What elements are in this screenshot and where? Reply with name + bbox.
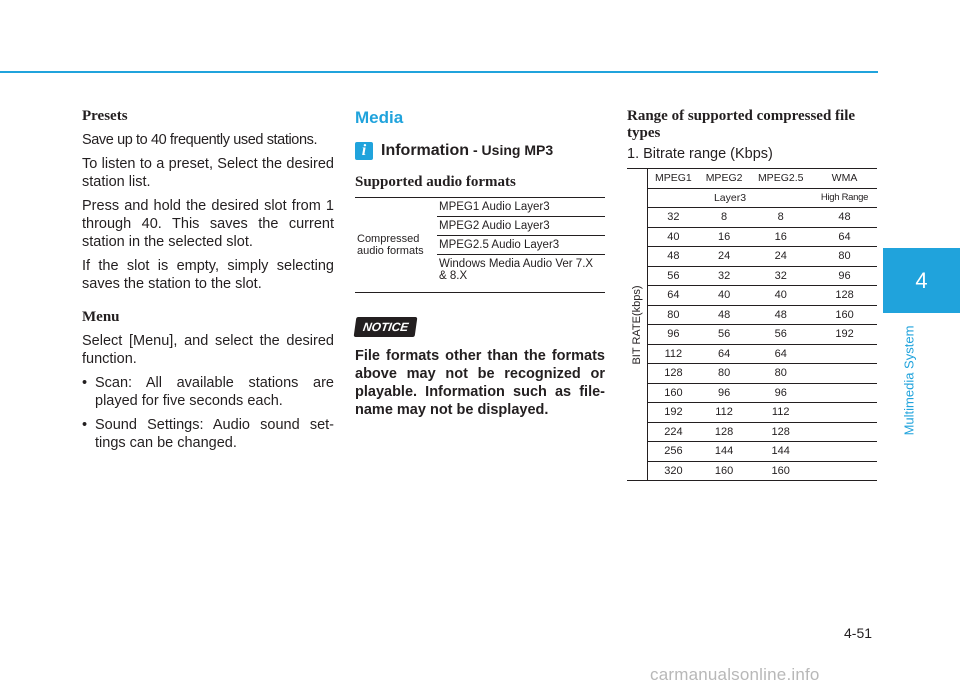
chapter-title-text: Multimedia System bbox=[901, 325, 917, 435]
table-cell bbox=[812, 403, 877, 423]
table-row bbox=[627, 403, 877, 423]
table-cell: 128 bbox=[648, 364, 699, 384]
table-row bbox=[627, 227, 877, 247]
media-heading: Media bbox=[355, 108, 404, 127]
table-cell: 40 bbox=[699, 286, 750, 306]
table-cell: 192 bbox=[648, 403, 699, 423]
table-row bbox=[627, 247, 877, 267]
range-heading: Range of supported compressed file types bbox=[627, 108, 856, 141]
table-cell: 320 bbox=[648, 461, 699, 481]
table-cell: 56 bbox=[648, 266, 699, 286]
list-item: • Sound Settings: Audio sound set-tings can be changed. bbox=[82, 417, 334, 451]
table-row bbox=[627, 208, 877, 228]
table-cell: 80 bbox=[812, 247, 877, 267]
information-title: Information bbox=[381, 142, 469, 159]
page-number: 4-51 bbox=[844, 625, 873, 641]
table-cell: 160 bbox=[648, 383, 699, 403]
top-rule bbox=[0, 71, 878, 73]
notice-badge: NOTICE bbox=[354, 317, 418, 337]
format-item: MPEG2 Audio Layer3 bbox=[437, 217, 605, 236]
table-cell: 224 bbox=[648, 422, 699, 442]
table-cell: 96 bbox=[812, 266, 877, 286]
table-subheader-row bbox=[627, 188, 877, 208]
table-cell: 112 bbox=[699, 403, 750, 423]
column-header: MPEG1 bbox=[648, 169, 699, 189]
table-row bbox=[627, 383, 877, 403]
bitrate-table bbox=[627, 168, 877, 481]
table-cell bbox=[812, 364, 877, 384]
table-cell: 128 bbox=[812, 286, 877, 306]
table-row bbox=[627, 344, 877, 364]
table-cell: 80 bbox=[749, 364, 812, 384]
table-cell: 80 bbox=[699, 364, 750, 384]
table-cell: 32 bbox=[648, 208, 699, 228]
column-header: WMA bbox=[812, 169, 877, 189]
table-cell: 160 bbox=[812, 305, 877, 325]
table-row bbox=[627, 325, 877, 345]
table-cell: 40 bbox=[648, 227, 699, 247]
presets-paragraph-4: If the slot is empty, simply selecting saves the station to the slot. bbox=[82, 258, 334, 292]
table-row bbox=[627, 442, 877, 462]
bitrate-side-label: BIT RATE(kbps) bbox=[631, 284, 643, 365]
presets-heading: Presets bbox=[82, 108, 128, 124]
table-cell bbox=[812, 461, 877, 481]
presets-paragraph-3: Press and hold the desired slot from 1 through 40. This saves the current station in the selected slot. bbox=[82, 198, 334, 250]
presets-paragraph-1: Save up to 40 frequently used stations. bbox=[82, 132, 318, 148]
table-cell: 24 bbox=[749, 247, 812, 267]
table-cell: 8 bbox=[749, 208, 812, 228]
table-row bbox=[627, 286, 877, 306]
table-cell: 128 bbox=[749, 422, 812, 442]
table-cell: 160 bbox=[749, 461, 812, 481]
table-cell: 32 bbox=[699, 266, 750, 286]
table-cell: 32 bbox=[749, 266, 812, 286]
table-cell: 80 bbox=[648, 305, 699, 325]
table-cell: 144 bbox=[699, 442, 750, 462]
table-cell: 64 bbox=[648, 286, 699, 306]
watermark: carmanualsonline.info bbox=[650, 665, 820, 684]
format-item: MPEG2.5 Audio Layer3 bbox=[437, 236, 605, 255]
table-cell: 96 bbox=[648, 325, 699, 345]
table-cell: 48 bbox=[749, 305, 812, 325]
column-header: MPEG2.5 bbox=[749, 169, 812, 189]
table-cell: 24 bbox=[699, 247, 750, 267]
information-icon: i bbox=[355, 142, 373, 160]
column-media bbox=[355, 108, 605, 419]
menu-bullet-list bbox=[82, 374, 334, 452]
table-cell: 160 bbox=[699, 461, 750, 481]
table-cell bbox=[812, 383, 877, 403]
table-cell: 64 bbox=[749, 344, 812, 364]
presets-paragraph-2: To listen to a preset, Select the desired station list. bbox=[82, 156, 334, 190]
table-cell: 128 bbox=[699, 422, 750, 442]
chapter-title bbox=[897, 316, 921, 444]
formats-label: Compressed audio formats bbox=[355, 198, 437, 293]
table-cell: 112 bbox=[648, 344, 699, 364]
bitrate-side-label-cell bbox=[627, 169, 648, 481]
table-cell: 64 bbox=[812, 227, 877, 247]
notice-text: File formats other than the formats above may not be recognized or playable. Information such as file-name may not be displayed. bbox=[355, 348, 605, 418]
table-cell bbox=[812, 442, 877, 462]
supported-formats-table bbox=[355, 197, 605, 293]
table-row bbox=[627, 461, 877, 481]
menu-intro: Select [Menu], and select the desired function. bbox=[82, 333, 334, 367]
table-cell: 256 bbox=[648, 442, 699, 462]
table-cell: 56 bbox=[699, 325, 750, 345]
table-cell: 16 bbox=[749, 227, 812, 247]
table-cell: 48 bbox=[648, 247, 699, 267]
table-row bbox=[627, 422, 877, 442]
column-presets-menu bbox=[82, 108, 334, 458]
column-header: MPEG2 bbox=[699, 169, 750, 189]
menu-heading: Menu bbox=[82, 309, 120, 325]
table-cell: 40 bbox=[749, 286, 812, 306]
list-item: • Scan: All available stations are played for five seconds each. bbox=[82, 375, 334, 409]
table-cell: 192 bbox=[812, 325, 877, 345]
table-cell: 8 bbox=[699, 208, 750, 228]
table-cell: 96 bbox=[699, 383, 750, 403]
table-cell: 144 bbox=[749, 442, 812, 462]
table-cell bbox=[812, 422, 877, 442]
table-row bbox=[627, 364, 877, 384]
format-item: Windows Media Audio Ver 7.X & 8.X bbox=[437, 255, 605, 293]
information-row bbox=[355, 142, 605, 160]
table-cell: 112 bbox=[749, 403, 812, 423]
table-cell: 16 bbox=[699, 227, 750, 247]
table-cell: 56 bbox=[749, 325, 812, 345]
table-cell bbox=[812, 344, 877, 364]
table-cell: 48 bbox=[812, 208, 877, 228]
table-header-row bbox=[627, 169, 877, 189]
table-row bbox=[627, 266, 877, 286]
table-row bbox=[627, 305, 877, 325]
sub-column-header: Layer3 bbox=[648, 188, 813, 208]
menu-bullet-sound: Sound Settings: Audio sound set-tings can be changed. bbox=[95, 417, 334, 451]
chapter-number-tab: 4 bbox=[883, 248, 960, 313]
supported-formats-heading: Supported audio formats bbox=[355, 174, 516, 190]
table-cell: 96 bbox=[749, 383, 812, 403]
information-subtitle: - Using MP3 bbox=[473, 142, 554, 158]
format-item: MPEG1 Audio Layer3 bbox=[437, 198, 605, 217]
table-row bbox=[355, 198, 605, 217]
table-cell: 48 bbox=[699, 305, 750, 325]
sub-column-header: High Range bbox=[812, 188, 877, 208]
range-subheading: 1. Bitrate range (Kbps) bbox=[627, 146, 773, 162]
column-bitrate-range bbox=[627, 108, 877, 481]
table-cell: 64 bbox=[699, 344, 750, 364]
menu-bullet-scan: Scan: All available stations are played for five seconds each. bbox=[95, 375, 334, 409]
